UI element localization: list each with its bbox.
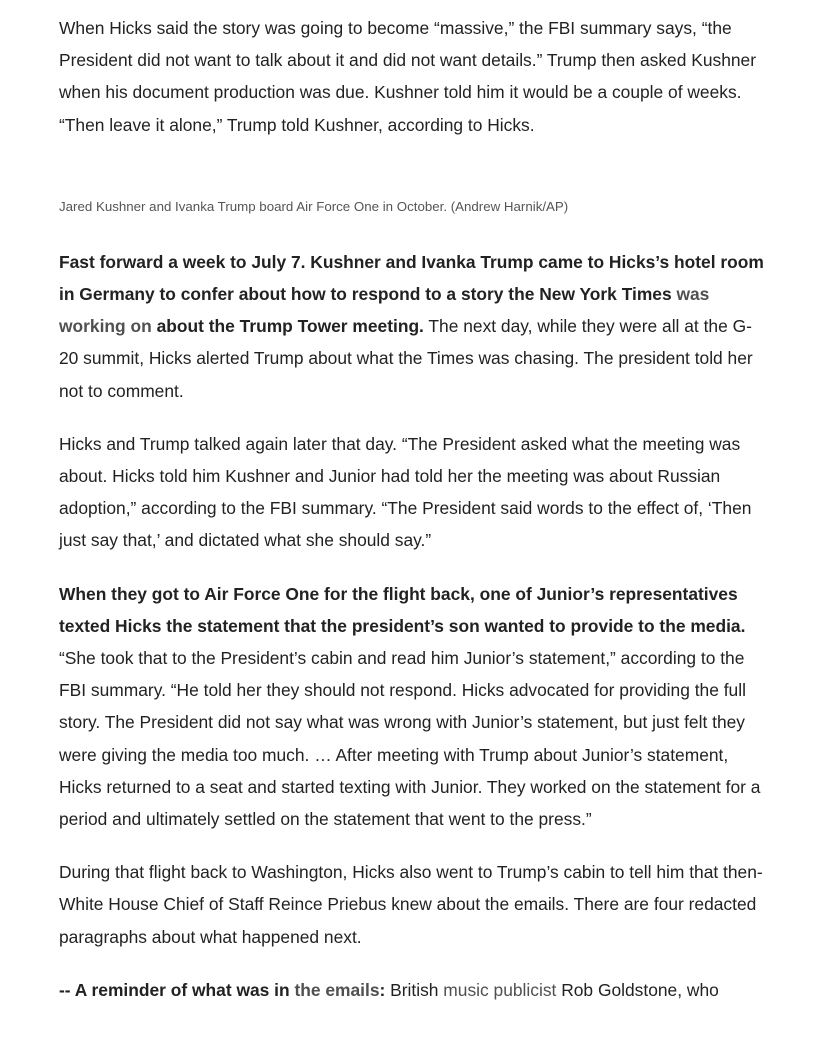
paragraph-air-force-one: [59, 578, 771, 836]
paragraph-hicks-massive: [59, 12, 771, 141]
paragraph-text: When Hicks said the story was going to become “massive,” the FBI summary says, “the President did not want to talk about it and did not want details.” Trump then asked Kushner when his document production was due. Kushner told him it would be a couple of weeks. “Then leave it alone,” Trump told Kushner, according to Hicks.: [59, 18, 757, 135]
photo-caption: [59, 198, 771, 216]
paragraph-talked-again: [59, 428, 771, 557]
paragraph-fast-forward: [59, 246, 771, 407]
link-was-working-on[interactable]: was working on: [59, 284, 710, 337]
article-body: [59, 12, 771, 1006]
caption-text: Jared Kushner and Ivanka Trump board Air Force One in October. (Andrew Harnik/AP): [59, 198, 569, 214]
paragraph-flight-back: [59, 856, 771, 953]
bold-lead-text-b: :: [379, 979, 386, 1000]
paragraph-text: The next day, while they were all at the G-20 summit, Hicks alerted Trump about what the Times was chasing. The president told her not to comment.: [59, 316, 753, 401]
paragraph-text-b: Rob Goldstone, who: [556, 979, 719, 1000]
bold-lead: When they got to Air Force One for the flight back, one of Junior’s representatives texted Hicks the statement that the president’s son wanted to provide to the media.: [59, 583, 746, 636]
paragraph-text-a: British: [385, 979, 444, 1000]
bold-lead-text-a: -- A reminder of what was in: [59, 979, 295, 1000]
paragraph-text: During that flight back to Washington, Hicks also went to Trump’s cabin to tell him that then-White House Chief of Staff Reince Priebus knew about the emails. There are four redacted paragraphs about what happened next.: [59, 862, 763, 947]
bold-lead-text-b: about the Trump Tower meeting.: [151, 316, 424, 337]
bold-lead-text-a: Fast forward a week to July 7. Kushner and Ivanka Trump came to Hicks’s hotel room in Germany to confer about how to respond to a story the New York Times: [59, 251, 764, 305]
paragraph-text: “She took that to the President’s cabin and read him Junior’s statement,” according to the FBI summary. “He told her they should not respond. Hicks advocated for providing the full story. The President did not say what was wrong with Junior’s statement, but just felt they were giving the media too much. … After meeting with Trump about Junior’s statement, Hicks returned to a seat and started texting with Junior. They worked on the statement for a period and ultimately settled on the statement that went to the press.”: [59, 648, 761, 830]
paragraph-emails-reminder: [59, 974, 771, 1006]
link-the-emails[interactable]: the emails: [294, 979, 380, 1000]
link-music-publicist[interactable]: music publicist: [443, 979, 557, 1000]
bold-lead: [59, 980, 385, 1000]
paragraph-text: Hicks and Trump talked again later that day. “The President asked what the meeting was about. Hicks told him Kushner and Junior had told her the meeting was about Russian adoption,” according to the FBI summary. “The President said words to the effect of, ‘Then just say that,’ and dictated what she should say.”: [59, 433, 752, 551]
